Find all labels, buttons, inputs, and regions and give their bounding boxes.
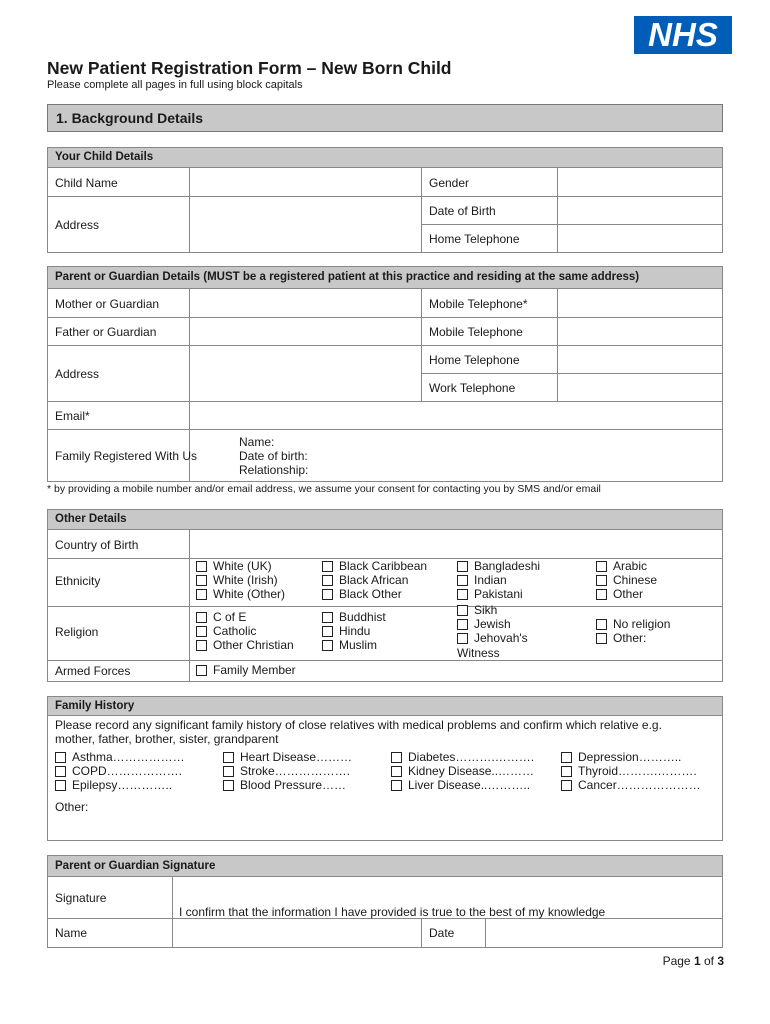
signature-date-label: Date [429, 926, 455, 940]
child-details-header: Your Child Details [48, 148, 722, 168]
child-details-table [47, 147, 723, 253]
family-condition-9-checkbox[interactable] [561, 752, 572, 763]
ethnicity-option-0-checkbox[interactable] [196, 561, 207, 572]
family-condition-0-checkbox[interactable] [55, 752, 66, 763]
family-instructions-2: mother, father, brother, sister, grandparent [55, 732, 279, 746]
ethnicity-option-8-checkbox[interactable] [457, 589, 468, 600]
guardian-address-label: Address [55, 367, 100, 381]
family-relationship-label[interactable]: Relationship: [239, 463, 309, 477]
religion-option-1-label: Catholic [213, 624, 257, 638]
family-condition-10-checkbox[interactable] [561, 766, 572, 777]
child-address-field[interactable] [190, 197, 421, 252]
email-label: Email* [55, 409, 90, 423]
ethnicity-option-0-label: White (UK) [213, 559, 272, 573]
family-condition-5-label: Blood Pressure…… [240, 778, 347, 792]
father-mobile-label: Mobile Telephone [429, 325, 523, 339]
guardian-details-table [47, 266, 723, 482]
family-condition-11-checkbox[interactable] [561, 780, 572, 791]
religion-label: Religion [55, 625, 99, 639]
family-condition-3-checkbox[interactable] [223, 752, 234, 763]
email-field[interactable] [190, 402, 722, 429]
guardian-details-header: Parent or Guardian Details (MUST be a registered patient at this practice and residing at the same address) [48, 267, 722, 289]
family-condition-6-checkbox[interactable] [391, 752, 402, 763]
family-condition-8-label: Liver Disease..……….. [408, 778, 531, 792]
ethnicity-option-5-label: Black Other [339, 587, 402, 601]
page-title: New Patient Registration Form – New Born Child [47, 58, 452, 78]
nhs-logo: NHS [634, 16, 732, 54]
father-label: Father or Guardian [55, 325, 157, 339]
ethnicity-option-4-checkbox[interactable] [322, 575, 333, 586]
signature-name-label: Name [55, 926, 88, 940]
religion-option-9-checkbox[interactable] [596, 619, 607, 630]
religion-option-7-label: Jewish [474, 617, 511, 631]
family-condition-1-label: COPD………………. [72, 764, 183, 778]
work-tel-label: Work Telephone [429, 381, 516, 395]
armed-forces-checkbox[interactable] [196, 665, 207, 676]
ethnicity-option-7-label: Indian [474, 573, 507, 587]
signature-name-field[interactable] [173, 919, 421, 947]
religion-option-6-label: Sikh [474, 603, 498, 617]
ethnicity-option-1-checkbox[interactable] [196, 575, 207, 586]
ethnicity-option-6-label: Bangladeshi [474, 559, 541, 573]
family-condition-8-checkbox[interactable] [391, 780, 402, 791]
gender-label: Gender [429, 176, 470, 190]
religion-option-3-checkbox[interactable] [322, 612, 333, 623]
page-number: Page 1 of 3 [662, 954, 724, 968]
religion-option-4-label: Hindu [339, 624, 371, 638]
religion-option-5-checkbox[interactable] [322, 640, 333, 651]
family-condition-5-checkbox[interactable] [223, 780, 234, 791]
country-label: Country of Birth [55, 538, 139, 552]
family-condition-3-label: Heart Disease……… [240, 750, 353, 764]
guardian-home-tel-label: Home Telephone [429, 353, 520, 367]
ethnicity-option-2-checkbox[interactable] [196, 589, 207, 600]
family-condition-1-checkbox[interactable] [55, 766, 66, 777]
confirmation-text: I confirm that the information I have provided is true to the best of my knowledge [179, 905, 606, 919]
family-condition-10-label: Thyroid……….………. [578, 764, 697, 778]
ethnicity-option-6-checkbox[interactable] [457, 561, 468, 572]
ethnicity-option-11-label: Other [613, 587, 644, 601]
family-name-label[interactable]: Name: [239, 435, 275, 449]
signature-date-field[interactable] [486, 919, 722, 947]
ethnicity-option-2-label: White (Other) [213, 587, 286, 601]
religion-option-3-label: Buddhist [339, 610, 386, 624]
consent-footnote: * by providing a mobile number and/or email address, we assume your consent for contacting you by SMS and/or email [47, 483, 601, 495]
country-field[interactable] [190, 530, 722, 558]
page-subtitle: Please complete all pages in full using block capitals [47, 79, 303, 91]
ethnicity-option-10-label: Chinese [613, 573, 658, 587]
religion-option-0-checkbox[interactable] [196, 612, 207, 623]
child-name-label: Child Name [55, 176, 118, 190]
guardian-address-field[interactable] [190, 346, 421, 401]
child-address-label: Address [55, 218, 100, 232]
religion-option-10-label: Other: [613, 631, 647, 645]
ethnicity-option-1-label: White (Irish) [213, 573, 278, 587]
family-condition-4-checkbox[interactable] [223, 766, 234, 777]
ethnicity-option-3-label: Black Caribbean [339, 559, 428, 573]
other-details-header: Other Details [48, 510, 722, 530]
ethnicity-option-3-checkbox[interactable] [322, 561, 333, 572]
ethnicity-label: Ethnicity [55, 574, 101, 588]
dob-label: Date of Birth [429, 204, 496, 218]
mother-label: Mother or Guardian [55, 297, 160, 311]
signature-header: Parent or Guardian Signature [48, 856, 722, 877]
ethnicity-option-7-checkbox[interactable] [457, 575, 468, 586]
armed-forces-option: Family Member [213, 663, 296, 677]
religion-option-2-checkbox[interactable] [196, 640, 207, 651]
family-condition-6-label: Diabetes……….………. [408, 750, 535, 764]
ethnicity-option-5-checkbox[interactable] [322, 589, 333, 600]
family-instructions-1: Please record any significant family history of close relatives with medical problems and confirm which relative e.g. [55, 718, 662, 732]
gender-field[interactable] [558, 168, 722, 196]
child-home-tel-field[interactable] [558, 225, 722, 252]
ethnicity-option-10-checkbox[interactable] [596, 575, 607, 586]
family-registered-label: Family Registered With Us [55, 449, 198, 463]
work-tel-field[interactable] [558, 374, 722, 401]
family-condition-11-label: Cancer………………… [578, 778, 701, 792]
religion-option-6-checkbox[interactable] [457, 605, 468, 616]
mother-mobile-label: Mobile Telephone* [429, 297, 528, 311]
child-home-tel-label: Home Telephone [429, 232, 520, 246]
family-condition-7-checkbox[interactable] [391, 766, 402, 777]
mother-mobile-field[interactable] [558, 289, 722, 317]
ethnicity-option-4-label: Black African [339, 573, 409, 587]
religion-option-5-label: Muslim [339, 638, 377, 652]
religion-option-0-label: C of E [213, 610, 247, 624]
family-condition-2-checkbox[interactable] [55, 780, 66, 791]
family-condition-2-label: Epilepsy………….. [72, 778, 173, 792]
religion-option-7-checkbox[interactable] [457, 619, 468, 630]
religion-option-2-label: Other Christian [213, 638, 294, 652]
family-condition-9-label: Depression……….. [578, 750, 682, 764]
ethnicity-option-8-label: Pakistani [474, 587, 523, 601]
family-condition-7-label: Kidney Disease..……… [408, 764, 535, 778]
family-dob-label[interactable]: Date of birth: [239, 449, 308, 463]
ethnicity-option-9-checkbox[interactable] [596, 561, 607, 572]
religion-option-10-checkbox[interactable] [596, 633, 607, 644]
guardian-home-tel-field[interactable] [558, 346, 722, 373]
armed-forces-label: Armed Forces [55, 664, 131, 678]
father-mobile-field[interactable] [558, 318, 722, 345]
signature-label: Signature [55, 891, 107, 905]
religion-option-4-checkbox[interactable] [322, 626, 333, 637]
ethnicity-option-9-label: Arabic [613, 559, 648, 573]
mother-field[interactable] [190, 289, 421, 317]
family-other-label: Other: [55, 800, 89, 814]
child-name-field[interactable] [190, 168, 421, 196]
signature-table [47, 855, 723, 948]
ethnicity-option-11-checkbox[interactable] [596, 589, 607, 600]
family-condition-4-label: Stroke………………. [240, 764, 351, 778]
religion-option-9-label: No religion [613, 617, 671, 631]
religion-option-8-label: Jehovah's [474, 631, 528, 645]
religion-wrap-text: Witness [457, 646, 500, 660]
family-condition-0-label: Asthma……………… [72, 750, 185, 764]
section-background-details: 1. Background Details [47, 104, 723, 132]
religion-option-8-checkbox[interactable] [457, 633, 468, 644]
family-history-header: Family History [48, 697, 722, 716]
dob-field[interactable] [558, 197, 722, 224]
father-field[interactable] [190, 318, 421, 345]
religion-option-1-checkbox[interactable] [196, 626, 207, 637]
